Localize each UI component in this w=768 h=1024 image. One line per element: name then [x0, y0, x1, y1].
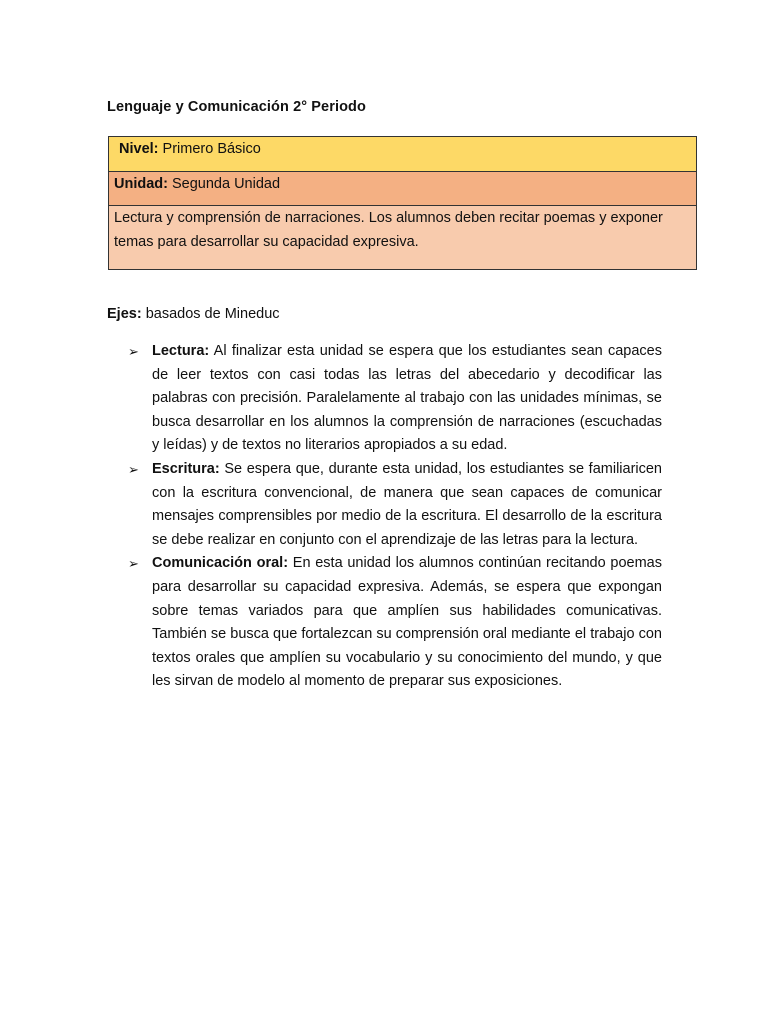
nivel-row	[108, 136, 697, 172]
arrow-bullet-icon: ➢	[128, 344, 139, 359]
bullet-label: Comunicación oral:	[152, 555, 289, 572]
document-title: Lenguaje y Comunicación 2° Periodo	[107, 99, 366, 115]
nivel-label: Nivel:	[119, 141, 159, 157]
course-info-table	[108, 136, 697, 270]
list-item	[128, 340, 662, 458]
ejes-heading	[107, 306, 280, 322]
bullet-text: En esta unidad los alumnos continúan recitando poemas para desarrollar su capacidad expresiva. Además, se espera que expongan sobre temas variados para que amplíen sus habilidades comunicativas. También se busca que fortalezcan su comprensión oral mediante el trabajo con textos orales que amplíen su vocabulario y su conocimiento del mundo, y que les sirvan de modelo al momento de preparar sus exposiciones.	[152, 555, 662, 690]
arrow-bullet-icon: ➢	[128, 461, 139, 477]
list-item	[128, 458, 662, 552]
ejes-label: Ejes:	[107, 306, 142, 322]
ejes-text: basados de Mineduc	[141, 306, 280, 322]
unit-description: Lectura y comprensión de narraciones. Los alumnos deben recitar poemas y exponer temas para desarrollar su capacidad expresiva.	[114, 210, 663, 250]
unidad-value: Segunda Unidad	[167, 176, 281, 192]
ejes-list	[128, 340, 662, 694]
unidad-label: Unidad:	[114, 176, 168, 192]
list-item	[128, 552, 662, 694]
bullet-label: Lectura:	[152, 343, 210, 359]
bullet-text: Se espera que, durante esta unidad, los estudiantes se familiaricen con la escritura convencional, de manera que sean capaces de comunicar mensajes comprensibles por medio de la escritura. El desarrollo de la escritura se debe realizar en conjunto con el aprendizaje de las letras para la lectura.	[152, 460, 662, 548]
arrow-bullet-icon: ➢	[128, 556, 139, 572]
description-row	[108, 205, 697, 270]
bullet-label: Escritura:	[152, 460, 220, 477]
nivel-value: Primero Básico	[158, 141, 261, 157]
bullet-text: Al finalizar esta unidad se espera que los estudiantes sean capaces de leer textos con casi todas las letras del abecedario y decodificar las palabras con precisión. Paralelamente al trabajo con las unidades mínimas, se busca desarrollar en los alumnos la comprensión de narraciones (escuchadas y leídas) y de textos no literarios apropiados a su edad.	[152, 343, 662, 454]
unidad-row	[108, 171, 697, 206]
